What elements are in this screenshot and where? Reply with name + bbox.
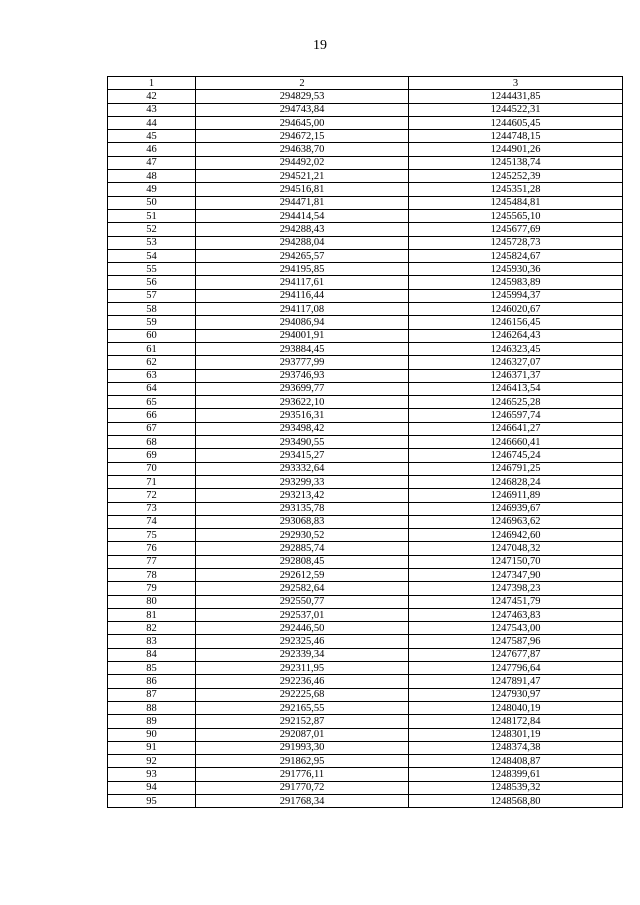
point-number-cell: 88 [108,701,196,714]
y-coordinate-cell: 1246371,37 [409,369,623,382]
table-row [108,289,623,302]
x-coordinate-cell: 294471,81 [196,196,409,209]
table-row [108,622,623,635]
y-coordinate-cell: 1245252,39 [409,170,623,183]
table-row [108,675,623,688]
x-coordinate-cell: 291993,30 [196,741,409,754]
x-coordinate-cell: 292612,59 [196,568,409,581]
x-coordinate-cell: 294521,21 [196,170,409,183]
x-coordinate-cell: 292446,50 [196,622,409,635]
y-coordinate-cell: 1246828,24 [409,475,623,488]
table-row [108,582,623,595]
table-row [108,475,623,488]
y-coordinate-cell: 1246963,62 [409,515,623,528]
x-coordinate-cell: 294829,53 [196,90,409,103]
table-row [108,608,623,621]
table-row [108,436,623,449]
point-number-cell: 64 [108,382,196,395]
y-coordinate-cell: 1248399,61 [409,768,623,781]
table-body [108,90,623,808]
point-number-cell: 79 [108,582,196,595]
table-row [108,489,623,502]
table-row [108,635,623,648]
x-coordinate-cell: 291768,34 [196,795,409,808]
point-number-cell: 95 [108,795,196,808]
coordinates-table [107,76,623,808]
page-number: 19 [313,38,327,53]
table-row [108,502,623,515]
x-coordinate-cell: 292225,68 [196,688,409,701]
x-coordinate-cell: 293068,83 [196,515,409,528]
table-row [108,223,623,236]
table-row [108,688,623,701]
x-coordinate-cell: 292152,87 [196,715,409,728]
y-coordinate-cell: 1248374,38 [409,741,623,754]
x-coordinate-cell: 293415,27 [196,449,409,462]
point-number-cell: 47 [108,156,196,169]
x-coordinate-cell: 294414,54 [196,209,409,222]
x-coordinate-cell: 292885,74 [196,542,409,555]
table-row [108,170,623,183]
table-row [108,249,623,262]
y-coordinate-cell: 1247048,32 [409,542,623,555]
point-number-cell: 74 [108,515,196,528]
x-coordinate-cell: 292339,34 [196,648,409,661]
table-row [108,568,623,581]
x-coordinate-cell: 293332,64 [196,462,409,475]
point-number-cell: 90 [108,728,196,741]
point-number-cell: 50 [108,196,196,209]
y-coordinate-cell: 1247398,23 [409,582,623,595]
table-row [108,768,623,781]
x-coordinate-cell: 294645,00 [196,116,409,129]
point-number-cell: 52 [108,223,196,236]
table-row [108,329,623,342]
y-coordinate-cell: 1246641,27 [409,422,623,435]
y-coordinate-cell: 1244748,15 [409,130,623,143]
point-number-cell: 82 [108,622,196,635]
x-coordinate-cell: 292311,95 [196,662,409,675]
x-coordinate-cell: 294117,61 [196,276,409,289]
table-header [108,77,623,90]
point-number-cell: 87 [108,688,196,701]
x-coordinate-cell: 294672,15 [196,130,409,143]
header-cell-point-number: 1 [108,77,196,90]
x-coordinate-cell: 292325,46 [196,635,409,648]
x-coordinate-cell: 294116,44 [196,289,409,302]
table-row [108,156,623,169]
point-number-cell: 68 [108,436,196,449]
point-number-cell: 45 [108,130,196,143]
x-coordinate-cell: 293490,55 [196,436,409,449]
x-coordinate-cell: 291770,72 [196,781,409,794]
table-row [108,515,623,528]
table-row [108,542,623,555]
y-coordinate-cell: 1245983,89 [409,276,623,289]
table-row [108,728,623,741]
table-row [108,103,623,116]
point-number-cell: 53 [108,236,196,249]
x-coordinate-cell: 294265,57 [196,249,409,262]
header-cell-x: 2 [196,77,409,90]
table-row [108,209,623,222]
point-number-cell: 91 [108,741,196,754]
table-row [108,422,623,435]
point-number-cell: 43 [108,103,196,116]
y-coordinate-cell: 1248568,80 [409,795,623,808]
point-number-cell: 72 [108,489,196,502]
table-row [108,396,623,409]
x-coordinate-cell: 293516,31 [196,409,409,422]
y-coordinate-cell: 1245994,37 [409,289,623,302]
y-coordinate-cell: 1246327,07 [409,356,623,369]
x-coordinate-cell: 293299,33 [196,475,409,488]
x-coordinate-cell: 292582,64 [196,582,409,595]
y-coordinate-cell: 1246791,25 [409,462,623,475]
x-coordinate-cell: 293135,78 [196,502,409,515]
table-row [108,382,623,395]
y-coordinate-cell: 1245484,81 [409,196,623,209]
y-coordinate-cell: 1245677,69 [409,223,623,236]
point-number-cell: 70 [108,462,196,475]
y-coordinate-cell: 1246939,67 [409,502,623,515]
x-coordinate-cell: 293699,77 [196,382,409,395]
y-coordinate-cell: 1246660,41 [409,436,623,449]
y-coordinate-cell: 1246413,54 [409,382,623,395]
x-coordinate-cell: 292550,77 [196,595,409,608]
point-number-cell: 94 [108,781,196,794]
table-row [108,90,623,103]
table-row [108,276,623,289]
point-number-cell: 77 [108,555,196,568]
point-number-cell: 42 [108,90,196,103]
table-row [108,449,623,462]
point-number-cell: 58 [108,303,196,316]
table-row [108,143,623,156]
header-row [108,77,623,90]
point-number-cell: 54 [108,249,196,262]
y-coordinate-cell: 1248301,19 [409,728,623,741]
table-row [108,369,623,382]
y-coordinate-cell: 1246323,45 [409,342,623,355]
y-coordinate-cell: 1245565,10 [409,209,623,222]
point-number-cell: 71 [108,475,196,488]
table-row [108,356,623,369]
y-coordinate-cell: 1245824,67 [409,249,623,262]
y-coordinate-cell: 1247677,87 [409,648,623,661]
point-number-cell: 73 [108,502,196,515]
y-coordinate-cell: 1246745,24 [409,449,623,462]
y-coordinate-cell: 1247891,47 [409,675,623,688]
point-number-cell: 66 [108,409,196,422]
y-coordinate-cell: 1245930,36 [409,263,623,276]
y-coordinate-cell: 1247463,83 [409,608,623,621]
table-row [108,462,623,475]
point-number-cell: 69 [108,449,196,462]
table-row [108,409,623,422]
point-number-cell: 84 [108,648,196,661]
table-row [108,595,623,608]
y-coordinate-cell: 1246942,60 [409,529,623,542]
y-coordinate-cell: 1246020,67 [409,303,623,316]
table-row [108,715,623,728]
x-coordinate-cell: 294516,81 [196,183,409,196]
y-coordinate-cell: 1244605,45 [409,116,623,129]
point-number-cell: 61 [108,342,196,355]
y-coordinate-cell: 1247451,79 [409,595,623,608]
y-coordinate-cell: 1247796,64 [409,662,623,675]
x-coordinate-cell: 293884,45 [196,342,409,355]
table-row [108,648,623,661]
y-coordinate-cell: 1247543,00 [409,622,623,635]
point-number-cell: 75 [108,529,196,542]
x-coordinate-cell: 294638,70 [196,143,409,156]
point-number-cell: 57 [108,289,196,302]
table-row [108,795,623,808]
point-number-cell: 59 [108,316,196,329]
y-coordinate-cell: 1248408,87 [409,755,623,768]
table-row [108,555,623,568]
point-number-cell: 48 [108,170,196,183]
y-coordinate-cell: 1246911,89 [409,489,623,502]
y-coordinate-cell: 1244431,85 [409,90,623,103]
y-coordinate-cell: 1245728,73 [409,236,623,249]
point-number-cell: 76 [108,542,196,555]
table-row [108,183,623,196]
x-coordinate-cell: 294288,43 [196,223,409,236]
point-number-cell: 67 [108,422,196,435]
y-coordinate-cell: 1246597,74 [409,409,623,422]
point-number-cell: 60 [108,329,196,342]
point-number-cell: 55 [108,263,196,276]
point-number-cell: 89 [108,715,196,728]
x-coordinate-cell: 293498,42 [196,422,409,435]
y-coordinate-cell: 1247930,97 [409,688,623,701]
table-row [108,236,623,249]
table-row [108,529,623,542]
table-row [108,701,623,714]
x-coordinate-cell: 294001,91 [196,329,409,342]
y-coordinate-cell: 1248040,19 [409,701,623,714]
point-number-cell: 83 [108,635,196,648]
point-number-cell: 86 [108,675,196,688]
point-number-cell: 93 [108,768,196,781]
x-coordinate-cell: 293622,10 [196,396,409,409]
table-row [108,196,623,209]
table-row [108,316,623,329]
point-number-cell: 46 [108,143,196,156]
x-coordinate-cell: 294288,04 [196,236,409,249]
point-number-cell: 80 [108,595,196,608]
point-number-cell: 56 [108,276,196,289]
x-coordinate-cell: 291776,11 [196,768,409,781]
y-coordinate-cell: 1244901,26 [409,143,623,156]
x-coordinate-cell: 294195,85 [196,263,409,276]
point-number-cell: 44 [108,116,196,129]
y-coordinate-cell: 1247347,90 [409,568,623,581]
table-row [108,781,623,794]
x-coordinate-cell: 294086,94 [196,316,409,329]
table-row [108,342,623,355]
x-coordinate-cell: 292808,45 [196,555,409,568]
y-coordinate-cell: 1246264,43 [409,329,623,342]
header-cell-y: 3 [409,77,623,90]
y-coordinate-cell: 1246156,45 [409,316,623,329]
table-row [108,130,623,143]
y-coordinate-cell: 1245138,74 [409,156,623,169]
x-coordinate-cell: 291862,95 [196,755,409,768]
x-coordinate-cell: 292537,01 [196,608,409,621]
point-number-cell: 81 [108,608,196,621]
point-number-cell: 49 [108,183,196,196]
point-number-cell: 62 [108,356,196,369]
point-number-cell: 92 [108,755,196,768]
x-coordinate-cell: 293746,93 [196,369,409,382]
x-coordinate-cell: 294743,84 [196,103,409,116]
x-coordinate-cell: 293213,42 [196,489,409,502]
y-coordinate-cell: 1245351,28 [409,183,623,196]
x-coordinate-cell: 294492,02 [196,156,409,169]
table-row [108,263,623,276]
x-coordinate-cell: 294117,08 [196,303,409,316]
y-coordinate-cell: 1244522,31 [409,103,623,116]
point-number-cell: 85 [108,662,196,675]
table-row [108,303,623,316]
table-row [108,116,623,129]
y-coordinate-cell: 1248539,32 [409,781,623,794]
point-number-cell: 63 [108,369,196,382]
x-coordinate-cell: 292236,46 [196,675,409,688]
x-coordinate-cell: 293777,99 [196,356,409,369]
y-coordinate-cell: 1248172,84 [409,715,623,728]
table-row [108,662,623,675]
table-row [108,755,623,768]
point-number-cell: 78 [108,568,196,581]
y-coordinate-cell: 1247150,70 [409,555,623,568]
x-coordinate-cell: 292087,01 [196,728,409,741]
y-coordinate-cell: 1247587,96 [409,635,623,648]
point-number-cell: 51 [108,209,196,222]
point-number-cell: 65 [108,396,196,409]
y-coordinate-cell: 1246525,28 [409,396,623,409]
x-coordinate-cell: 292930,52 [196,529,409,542]
x-coordinate-cell: 292165,55 [196,701,409,714]
table-row [108,741,623,754]
